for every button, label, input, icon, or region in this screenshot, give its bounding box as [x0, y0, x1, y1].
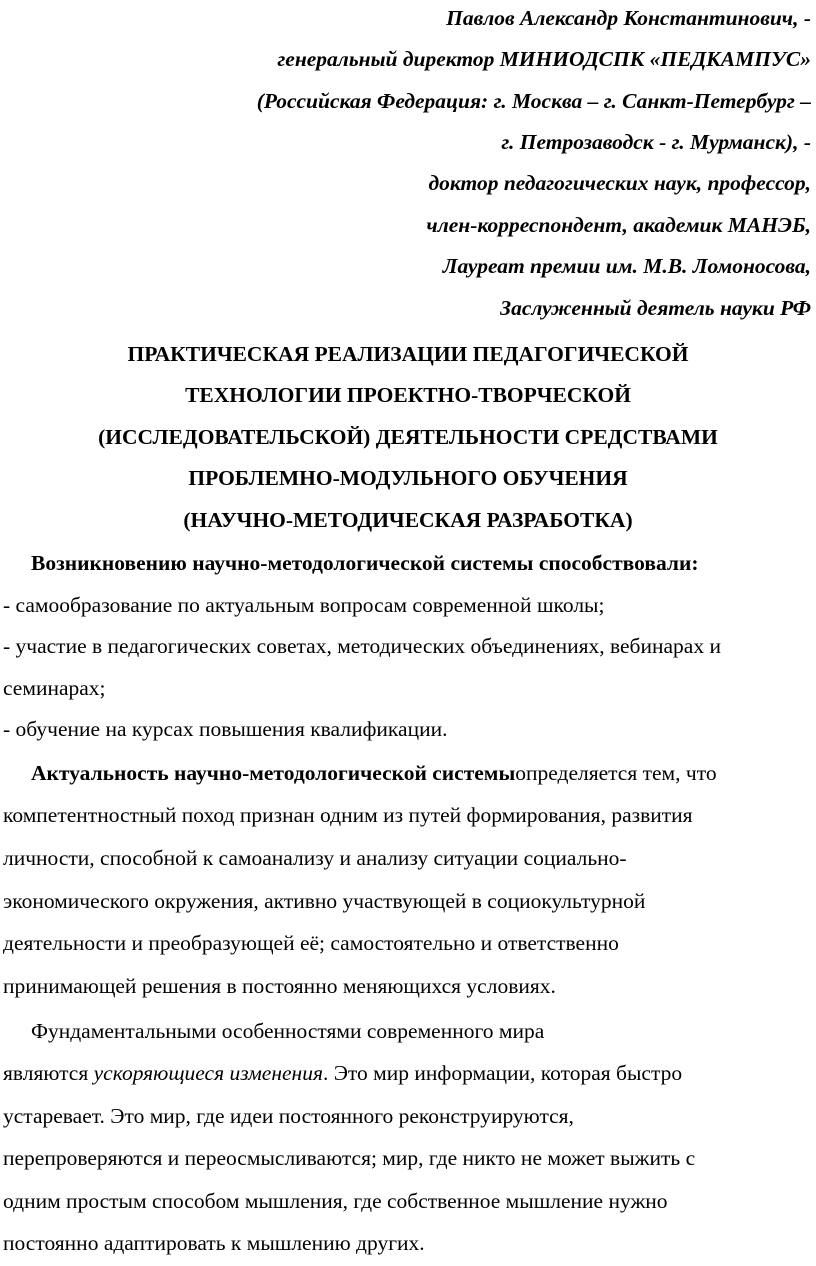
- relevance-lead: Актуальность научно-методологической системы: [31, 761, 516, 785]
- fundamentals-line: перепроверяются и переосмысливаются; мир, где никто не может выжить с: [3, 1146, 696, 1170]
- factors-heading: Возникновению научно-методологической системы способствовали:: [31, 551, 699, 575]
- fundamentals-line-last: постоянно адаптировать к мышлению других.: [3, 1231, 425, 1255]
- relevance-lead-rest: определяется тем, что: [515, 761, 717, 785]
- relevance-line: экономического окружения, активно участвующей в социокультурной: [3, 889, 646, 913]
- author-award: Лауреат премии им. М.В. Ломоносова,: [442, 254, 811, 278]
- document-title-line: ПРАКТИЧЕСКАЯ РЕАЛИЗАЦИИ ПЕДАГОГИЧЕСКОЙ: [127, 342, 689, 366]
- document-title-line: (НАУЧНО-МЕТОДИЧЕСКАЯ РАЗРАБОТКА): [183, 508, 633, 532]
- fundamentals-pre: являются: [3, 1061, 89, 1085]
- factor-item: - участие в педагогических советах, методических объединениях, вебинарах и: [3, 634, 721, 658]
- accelerating-changes-emphasis: ускоряющиеся изменения: [93, 1061, 323, 1085]
- relevance-line: личности, способной к самоанализу и анализу ситуации социально-: [3, 846, 627, 870]
- author-name: Павлов Александр Константинович, -: [446, 6, 811, 30]
- fundamentals-line: Фундаментальными особенностями современного мира: [31, 1019, 545, 1043]
- author-membership: член-корреспондент, академик МАНЭБ,: [426, 213, 811, 237]
- relevance-line: деятельности и преобразующей её; самостоятельно и ответственно: [3, 931, 619, 955]
- author-location-cont: г. Петрозаводск - г. Мурманск), -: [501, 130, 811, 154]
- relevance-first-line: [31, 759, 813, 787]
- relevance-line: компетентностный поход признан одним из путей формирования, развития: [3, 803, 693, 827]
- author-location: (Российская Федерация: г. Москва – г. Санкт-Петербург –: [256, 89, 811, 113]
- document-title-line: (ИССЛЕДОВАТЕЛЬСКОЙ) ДЕЯТЕЛЬНОСТИ СРЕДСТВАМИ: [98, 425, 718, 449]
- factor-item: - обучение на курсах повышения квалификации.: [3, 717, 448, 741]
- author-degree: доктор педагогических наук, профессор,: [428, 171, 811, 195]
- factor-item: - самообразование по актуальным вопросам современной школы;: [3, 593, 605, 617]
- fundamentals-line-second: [3, 1059, 813, 1087]
- document-title-line: ПРОБЛЕМНО-МОДУЛЬНОГО ОБУЧЕНИЯ: [188, 466, 628, 490]
- fundamentals-line: одним простым способом мышления, где собственное мышление нужно: [3, 1189, 668, 1213]
- author-honor: Заслуженный деятель науки РФ: [500, 296, 811, 320]
- relevance-line-last: принимающей решения в постоянно меняющихся условиях.: [3, 974, 556, 998]
- factor-item-cont: семинарах;: [3, 676, 106, 700]
- fundamentals-line: устаревает. Это мир, где идеи постоянного реконструируются,: [3, 1104, 574, 1128]
- document-title-line: ТЕХНОЛОГИИ ПРОЕКТНО-ТВОРЧЕСКОЙ: [185, 383, 631, 407]
- author-position: генеральный директор МИНИОДСПК «ПЕДКАМПУС»: [277, 47, 811, 71]
- fundamentals-post: . Это мир информации, которая быстро: [322, 1061, 683, 1085]
